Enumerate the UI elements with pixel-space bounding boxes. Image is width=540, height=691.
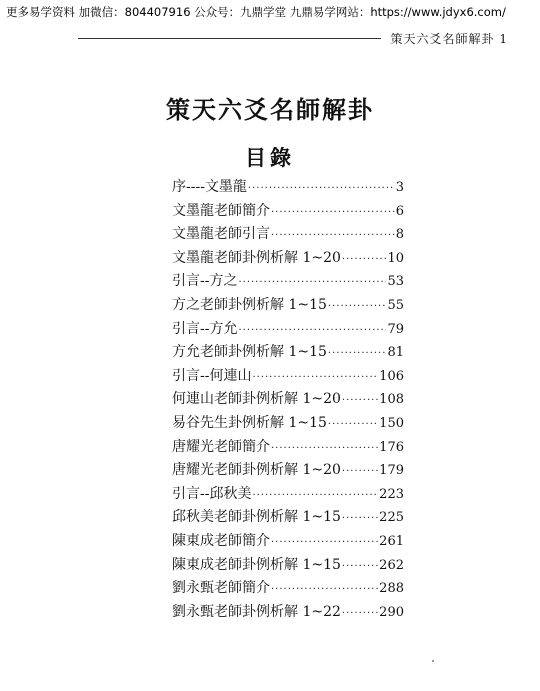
dot-leader [248,177,395,201]
toc-entry-title: 文墨龍老師引言 [172,226,270,243]
dot-leader [342,555,378,579]
toc-entry-page: 79 [387,321,404,337]
toc-entry-title: 陳東成老師卦例析解 1~15 [172,556,341,573]
header-rule [78,38,381,39]
toc-entry-page: 106 [379,368,404,384]
dot-leader [271,531,378,555]
dot-leader [238,319,386,343]
toc-entry-page: 108 [379,392,404,408]
toc-entry-page: 288 [379,581,404,597]
toc-entry-title: 引言--邱秋美 [172,485,252,502]
book-title: 策天六爻名師解卦 [166,95,374,124]
toc-entry[interactable] [172,176,404,200]
toc-entry-title: 方允老師卦例析解 1~15 [172,344,327,361]
toc-entry[interactable] [172,554,404,578]
toc-entry-page: 3 [395,180,404,195]
toc-entry-title: 引言--方允 [172,320,238,337]
dot-leader [252,366,378,390]
toc-entry[interactable] [172,365,404,389]
table-of-contents [172,176,404,624]
toc-entry-title: 文墨龍老師卦例析解 1~20 [172,249,341,266]
toc-entry-page: 10 [387,250,404,266]
dot-leader [342,389,378,413]
toc-entry-page: 262 [379,557,404,573]
dot-leader [328,295,387,319]
toc-entry-page: 6 [395,203,404,219]
toc-entry[interactable] [172,200,404,224]
toc-entry-page: 261 [379,533,404,549]
toc-entry[interactable] [172,341,404,365]
dot-leader [342,460,378,484]
dot-leader [271,224,395,248]
toc-entry-page: 81 [387,345,404,361]
dot-leader [342,602,378,626]
toc-entry-title: 邱秋美老師卦例析解 1~15 [172,509,341,526]
toc-entry[interactable] [172,577,404,601]
toc-entry-page: 290 [379,604,404,620]
toc-entry[interactable] [172,436,404,460]
toc-entry-page: 225 [379,510,404,526]
toc-entry-title: 唐耀光老師卦例析解 1~20 [172,462,341,479]
scan-speck [432,660,434,662]
toc-entry-page: 53 [387,274,404,290]
toc-entry-page: 8 [395,227,404,243]
toc-entry[interactable] [172,412,404,436]
dot-leader [252,484,378,508]
running-header [78,30,508,47]
toc-entry-title: 引言--方之 [172,273,238,290]
toc-entry[interactable] [172,530,404,554]
toc-entry-title: 文墨龍老師簡介 [172,202,270,219]
toc-entry-page: 179 [379,463,404,479]
toc-entry-title: 方之老師卦例析解 1~15 [172,296,327,313]
toc-entry[interactable] [172,459,404,483]
toc-entry-title: 陳東成老師簡介 [172,532,270,549]
toc-entry[interactable] [172,270,404,294]
toc-entry-title: 引言--何連山 [172,367,252,384]
toc-heading: 目錄 [245,145,295,170]
toc-entry-page: 223 [379,486,404,502]
dot-leader [238,271,386,295]
toc-entry[interactable] [172,223,404,247]
dot-leader [328,342,387,366]
toc-entry[interactable] [172,483,404,507]
toc-entry-title: 唐耀光老師簡介 [172,438,270,455]
dot-leader [271,437,378,461]
dot-leader [271,578,378,602]
toc-entry-title: 何連山老師卦例析解 1~20 [172,391,341,408]
toc-entry[interactable] [172,318,404,342]
toc-entry-title: 劉永甄老師卦例析解 1~22 [172,603,341,620]
dot-leader [342,248,387,272]
toc-entry-title: 易谷先生卦例析解 1~15 [172,414,327,431]
toc-entry[interactable] [172,388,404,412]
dot-leader [328,413,378,437]
running-head-text: 策天六爻名師解卦 1 [390,32,508,46]
toc-entry[interactable] [172,294,404,318]
toc-entry-title: 劉永甄老師簡介 [172,580,270,597]
toc-entry-page: 150 [379,415,404,431]
toc-entry-title: 序----文墨龍 [172,179,247,195]
toc-entry-page: 55 [387,297,404,313]
toc-entry-page: 176 [379,439,404,455]
toc-entry[interactable] [172,247,404,271]
dot-leader [342,507,378,531]
toc-entry[interactable] [172,506,404,530]
dot-leader [271,201,395,225]
toc-entry[interactable] [172,601,404,625]
watermark-text: 更多易学资料 加微信：804407916 公众号：九鼎学堂 九鼎易学网站：https://www.jdyx6.com/ [6,5,506,19]
